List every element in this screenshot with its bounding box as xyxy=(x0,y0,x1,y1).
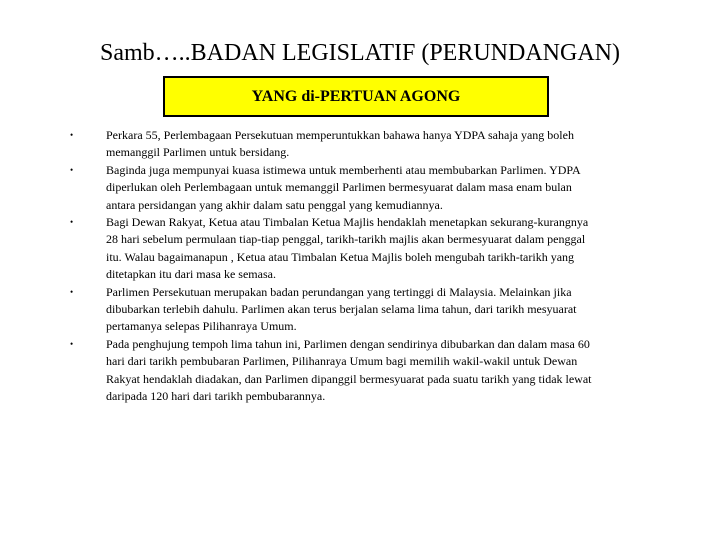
bullet-item xyxy=(70,336,595,406)
bullet-icon: • xyxy=(70,286,74,297)
highlight-box-label: YANG di-PERTUAN AGONG xyxy=(251,87,461,105)
bullet-item xyxy=(70,214,595,284)
bullet-text: Baginda juga mempunyai kuasa istimewa untuk memberhenti atau membubarkan Parlimen. YDPA diperlukan oleh Perlembagaan untuk memanggil Parlimen bermesyuarat dalam masa enam bulan antara persidangan yang akhir dalam satu penggal yang kemudiannya. xyxy=(106,162,581,212)
bullet-text: Pada penghujung tempoh lima tahun ini, Parlimen dengan sendirinya dibubarkan dan dalam masa 60 hari dari tarikh pembubaran Parlimen, Pilihanraya Umum bagi memilih wakil-wakil untuk Dewan Rakyat hendaklah diadakan, dan Parlimen dipanggil bermesyuarat pada suatu tarikh yang tidak lewat daripada 120 hari dari tarikh pembubarannya. xyxy=(106,336,592,404)
bullet-text: Parlimen Persekutuan merupakan badan perundangan yang tertinggi di Malaysia. Melainkan jika dibubarkan terlebih dahulu. Parlimen akan terus berjalan selama lima tahun, dari tarikh mesyuarat pertamanya selepas Pilihanraya Umum. xyxy=(106,284,577,334)
slide-title: Samb…..BADAN LEGISLATIF (PERUNDANGAN) xyxy=(100,40,620,66)
bullet-icon: • xyxy=(70,217,74,228)
bullet-text: Perkara 55, Perlembagaan Persekutuan memperuntukkan bahawa hanya YDPA sahaja yang boleh memanggil Parlimen untuk bersidang. xyxy=(106,128,574,160)
bullet-item xyxy=(70,284,595,336)
bullet-item xyxy=(70,162,595,214)
bullet-list xyxy=(70,127,595,406)
bullet-icon: • xyxy=(70,164,74,175)
bullet-item xyxy=(70,127,595,162)
bullet-icon: • xyxy=(70,130,74,140)
bullet-icon: • xyxy=(70,338,74,349)
bullet-text: Bagi Dewan Rakyat, Ketua atau Timbalan Ketua Majlis hendaklah menetapkan sekurang-kurangnya 28 hari sebelum permulaan tiap-tiap penggal, tarikh-tarikh majlis akan bermesyuarat dalam penggal itu. Walau bagaimanapun , Ketua atau Timbalan Ketua Majlis boleh mengubah tarikh-tarikh yang ditetapkan itu dari masa ke semasa. xyxy=(106,215,589,282)
highlight-box xyxy=(163,76,549,117)
